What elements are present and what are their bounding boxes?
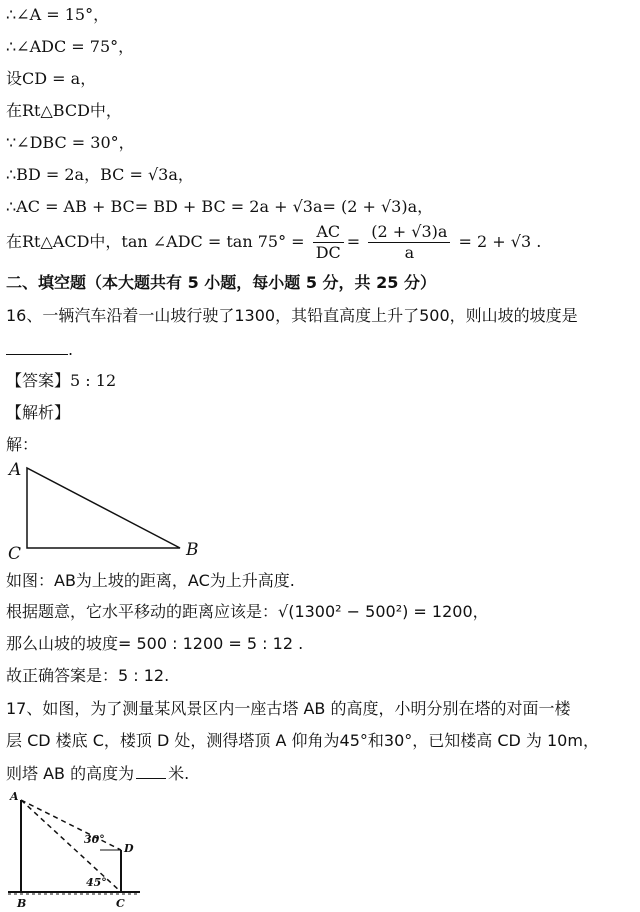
solution-line-6: ∴BD = 2a，BC = √3a， — [6, 165, 194, 184]
q16-solution-4: 故正确答案是：5 : 12. — [6, 666, 170, 685]
section-heading: 二、填空题（本大题共有 5 小题，每小题 5 分，共 25 分） — [6, 273, 436, 292]
fraction-denominator: a — [404, 243, 415, 262]
q16-period: . — [68, 340, 74, 359]
solution-line-5: ∵∠DBC = 30°， — [6, 133, 135, 152]
tan-result: = 2 + √3 . — [458, 232, 542, 251]
q16-text: 16、一辆汽车沿着一山坡行驶了1300，其铅直高度上升了500，则山坡的坡度是 — [6, 306, 578, 325]
fraction-denominator: DC — [315, 243, 341, 262]
angle-45-label: 45° — [86, 876, 107, 889]
q16-analysis-label: 【解析】 — [6, 403, 71, 422]
vertex-label-a: A — [10, 790, 19, 803]
q16-solution-3: 那么山坡的坡度= 500 : 1200 = 5 : 12 . — [6, 634, 304, 653]
vertex-label-c: C — [116, 897, 125, 910]
q17-text-1: 17、如图，为了测量某风景区内一座古塔 AB 的高度，小明分别在塔的对面一楼 — [6, 699, 571, 718]
vertex-label-c: C — [8, 544, 22, 564]
answer-label: 【答案】 — [6, 371, 71, 390]
solution-line-4: 在Rt△BCD中， — [6, 101, 122, 120]
solution-line-1: ∴∠A = 15°， — [6, 5, 110, 24]
angle-30-label: 30° — [84, 833, 105, 846]
vertex-label-d: D — [124, 842, 134, 855]
solution-line-3: 设CD = a， — [6, 69, 97, 88]
fraction-numerator: (2 + √3)a — [368, 222, 450, 243]
tan-prefix: 在Rt△ACD中，tan ∠ADC = tan 75° = — [6, 232, 305, 251]
q17-text-2: 层 CD 楼底 C，楼顶 D 处，测得塔顶 A 仰角为45°和30°，已知楼高 CD 为 10m， — [6, 731, 599, 750]
equals-sign: = — [346, 232, 361, 251]
vertex-label-a: A — [9, 460, 22, 480]
answer-value: 5 : 12 — [70, 371, 117, 390]
q17-unit: 米. — [168, 764, 190, 783]
solution-line-7: ∴AC = AB + BC= BD + BC = 2a + √3a= (2 + √3)a， — [6, 197, 434, 216]
q16-solution-2: 根据题意，它水平移动的距离应该是：√(1300² − 500²) = 1200， — [6, 602, 489, 621]
q17-prompt: 则塔 AB 的高度为 — [6, 764, 135, 783]
q16-solve-label: 解： — [6, 435, 39, 454]
fraction-numerator: AC — [313, 222, 344, 243]
q16-solution-1: 如图：AB为上坡的距离，AC为上升高度. — [6, 571, 295, 590]
solution-line-2: ∴∠ADC = 75°， — [6, 37, 135, 56]
vertex-label-b: B — [186, 540, 199, 560]
vertex-label-b: B — [17, 897, 27, 910]
